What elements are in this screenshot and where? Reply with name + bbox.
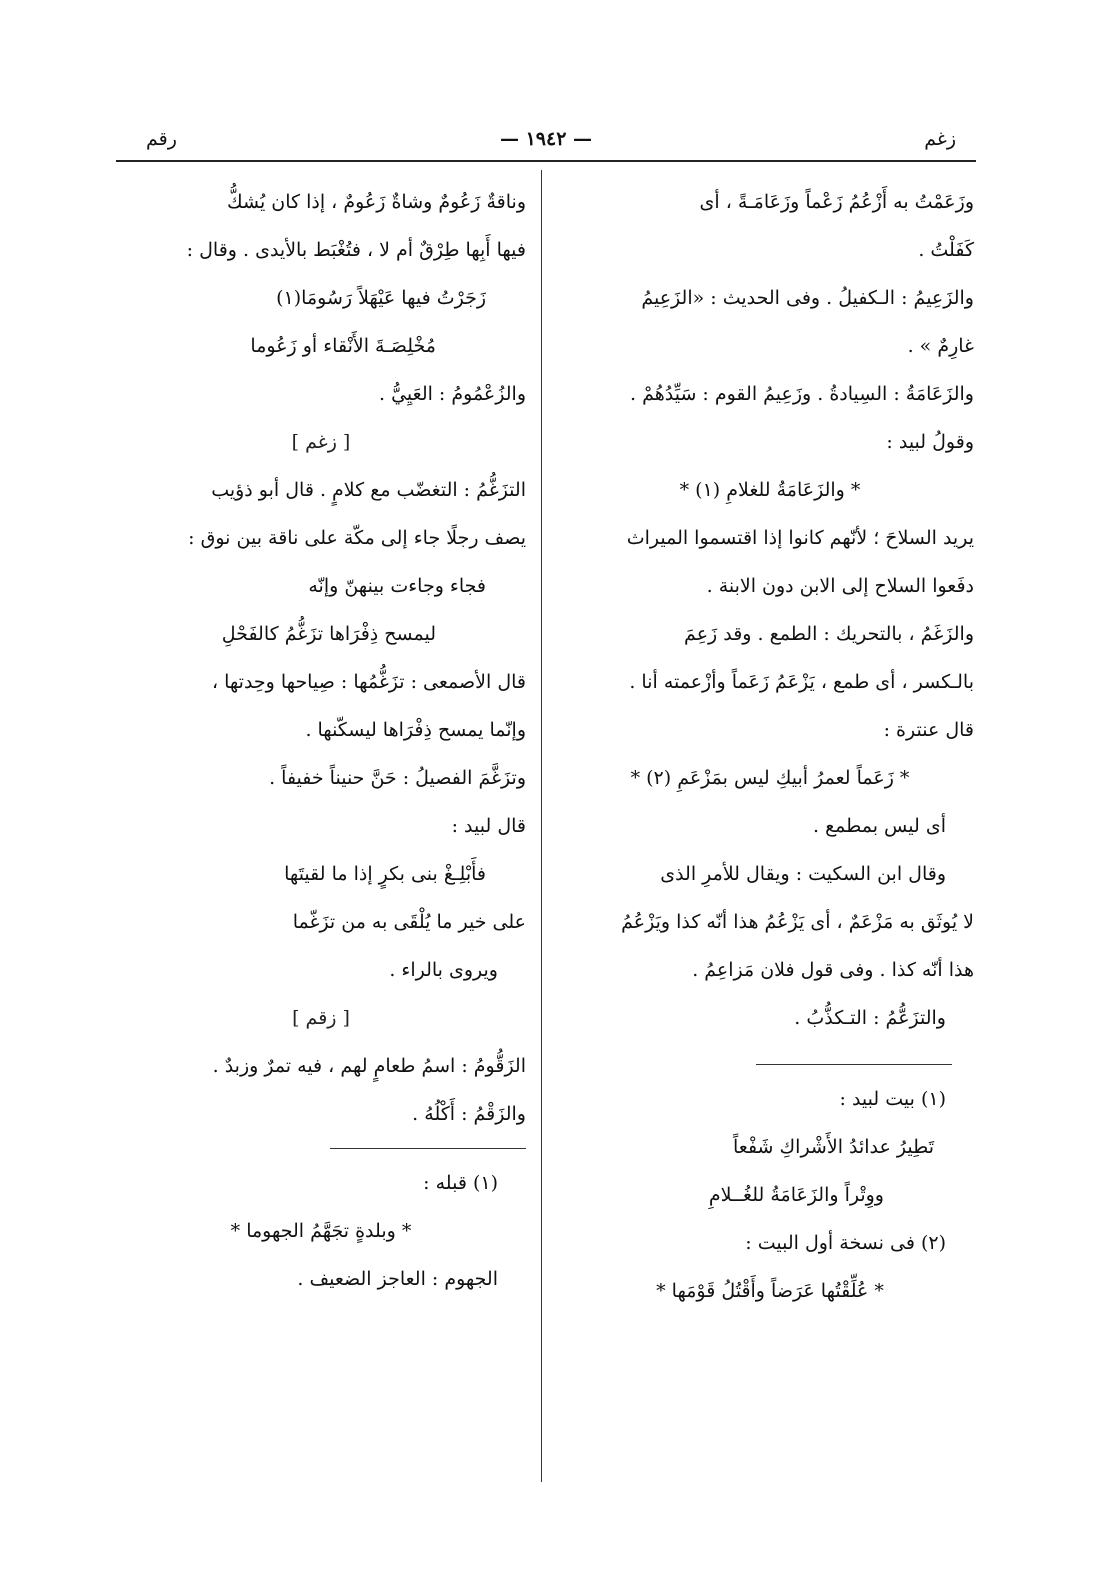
text-line: وقال ابن السكيت : ويقال للأمرِ الذى [660, 863, 946, 885]
text-line: وإنّما يمسح ذِفْرَاها ليسكّنها . [305, 719, 526, 741]
header-left-word: رقم [146, 128, 177, 150]
footnotes [116, 1159, 526, 1303]
verse-line: زَجَرْتُ فيها عَيْهَلاً رَسُومَا(١) [276, 287, 486, 309]
footnote-line: (١) قبله : [423, 1172, 498, 1194]
text-line: ويروى بالراء . [389, 959, 498, 981]
footnote-rule [330, 1148, 526, 1149]
text-line: وقولُ لبيد : [886, 431, 974, 453]
text-line: الزَقُّومُ : اسمُ طعامٍ لهم ، فيه تمرٌ وزبدٌ . [212, 1055, 526, 1077]
header-rule [116, 160, 976, 162]
text-line: هذا أنّه كذا . وفى قول فلان مَزاعِمُ . [692, 959, 974, 981]
text-line: فيها أَبِها طِرْقٌ أم لا ، فتُغْبَط بالأيدى . وقال : [186, 239, 526, 261]
text-line: دفَعوا السلاح إلى الابن دون الابنة . [706, 575, 974, 597]
text-line: غارِمٌ » . [907, 335, 974, 357]
footnote-line: الجهوم : العاجز الضعيف . [297, 1268, 498, 1290]
page-number: — ١٩٤٢ — [499, 128, 593, 150]
text-line: التزَغُّمُ : التغضّب مع كلامٍ . قال أبو ذؤيب [211, 479, 526, 501]
text-line: والزُعْمُومُ : العَيِيُّ . [379, 383, 526, 405]
verse-line: مُخْلِصَـةَ الأَنْقاء أو زَعُوما [250, 335, 436, 357]
text-line: والزَعَامَةُ : السِيادةُ . وزَعِيمُ القوم : سَيِّدُهُمْ . [630, 383, 974, 405]
footnote-rule [756, 1064, 952, 1065]
text-line: يريد السلاحَ ؛ لأنّهم كانوا إذا اقتسموا الميراث [626, 527, 974, 549]
text-line: يصف رجلًا جاء إلى مكّة على ناقة بين نوق : [188, 527, 526, 549]
text-line: والزَعِيمُ : الـكفيلُ . وفى الحديث : «الزَعِيمُ [641, 287, 974, 309]
text-line: قال الأصمعى : تزَغُّمُها : صِياحها وحِدتها ، [211, 671, 526, 693]
text-line: قال لبيد : [451, 815, 526, 837]
header-right-word: زغم [924, 128, 956, 150]
footnotes [566, 1075, 974, 1315]
text-line: كَفَلْتُ . [918, 239, 974, 261]
verse-line: على خير ما يُلْقَى به من تزَغّما [292, 911, 526, 933]
entry-heading: [ زغم ] [291, 431, 351, 453]
text-line: والزَغَمُ ، بالتحريك : الطمع . وقد زَعِمَ [684, 623, 974, 645]
text-line: وزَعَمْتُ به أَزْعُمُ زَعْماً وزَعَامَـةً ، أى [699, 191, 974, 213]
right-column [566, 178, 974, 1315]
verse-line: ليمسح ذِفْرَاها تزَغُّمُ كالفَحْلِ [221, 623, 436, 645]
text-line: وناقةٌ زَعُومٌ وشاةٌ زَعُومٌ ، إذا كان يُشكُّ [226, 191, 526, 213]
verse-line: فجاء وجاءت بينهنّ وإنّه [308, 575, 486, 597]
text-line: وتزَغَّمَ الفصيلُ : حَنَّ حنيناً خفيفاً . [269, 767, 526, 789]
left-column [116, 178, 526, 1303]
text-line: والتزَعُّمُ : التـكذُّبُ . [794, 1007, 946, 1029]
footnote-line: * عُلِّقْتُها عَرَضاً وأَقْتُلُ قَوْمَها * [656, 1280, 884, 1302]
footnote-line: * وبلدةٍ تجَهَّمُ الجهوما * [230, 1220, 412, 1242]
footnote-line: تَطِيرُ عدائدُ الأَشْراكِ شَفْعاً [732, 1136, 934, 1158]
text-line: قال عنترة : [883, 719, 974, 741]
verse-line: فأَبْلِـغْ بنى بكرٍ إذا ما لقيتَها [284, 863, 486, 885]
footnote-line: (١) بيت لبيد : [839, 1088, 946, 1110]
verse-line: * زَعَماً لعمرُ أبيكِ ليس بمَزْعَمِ (٢) * [630, 767, 910, 789]
verse-line: * والزَعَامَةُ للغلامِ (١) * [679, 479, 861, 501]
entry-heading: [ زقم ] [292, 1007, 350, 1029]
column-divider [541, 170, 542, 1482]
text-line: بالـكسر ، أى طمع ، يَزْعَمُ زَعَماً وأزْعمته أنا . [629, 671, 974, 693]
text-line: لا يُوثَق به مَزْعَمٌ ، أى يَزْعُمُ هذا أنّه كذا ويَزْعُمُ [621, 911, 974, 933]
page-header [116, 128, 976, 162]
footnote-line: (٢) فى نسخة أول البيت : [745, 1232, 946, 1254]
footnote-line: ووِتْراً والزَعَامَةُ للغُــلامِ [708, 1184, 884, 1206]
text-line: أى ليس بمطمع . [812, 815, 946, 837]
text-line: والزَقْمُ : أَكْلُهُ . [412, 1103, 526, 1125]
